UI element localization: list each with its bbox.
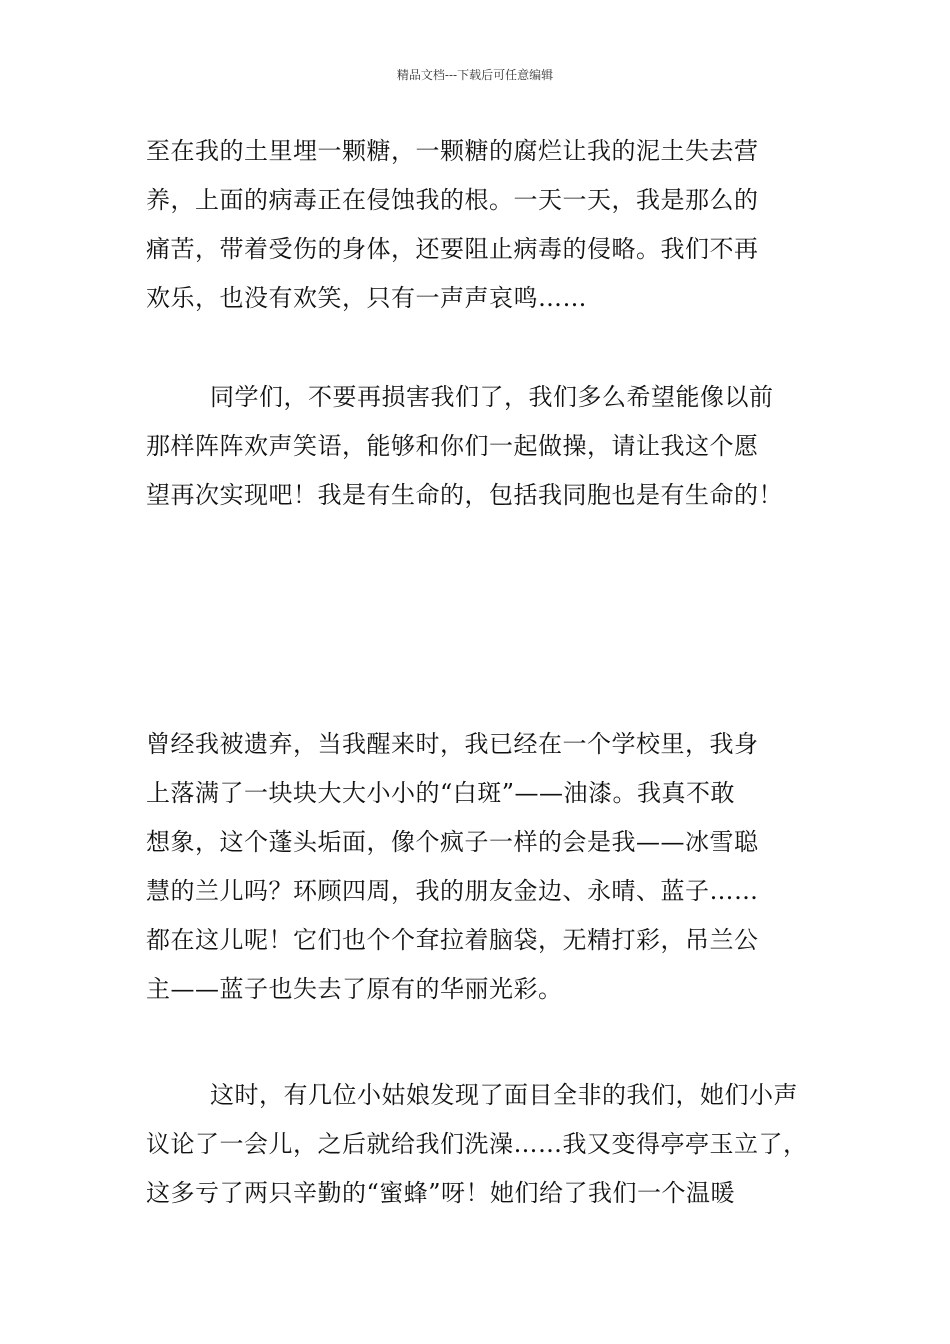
paragraph-line: 慧的兰儿吗？环顾四周，我的朋友金边、永晴、蓝子…… — [146, 877, 759, 905]
paragraph-3 — [146, 720, 806, 1014]
paragraph-line: 想象，这个蓬头垢面，像个疯子一样的会是我——冰雪聪 — [146, 828, 759, 856]
paragraph-1 — [146, 127, 806, 323]
paragraph-line: 议论了一会儿，之后就给我们洗澡……我又变得亭亭玉立了， — [146, 1130, 808, 1158]
paragraph-line: 至在我的土里埋一颗糖，一颗糖的腐烂让我的泥土失去营 — [146, 137, 759, 165]
page-header: 精品文档---下载后可任意编辑 — [396, 68, 554, 82]
paragraph-line: 同学们，不要再损害我们了，我们多么希望能像以前 — [210, 383, 774, 411]
paragraph-line: 那样阵阵欢声笑语，能够和你们一起做操，请让我这个愿 — [146, 432, 759, 460]
paragraph-line: 欢乐，也没有欢笑，只有一声声哀鸣…… — [146, 284, 587, 312]
paragraph-4 — [146, 1071, 806, 1218]
paragraph-line: 这时，有几位小姑娘发现了面目全非的我们，她们小声 — [210, 1081, 798, 1109]
paragraph-line: 这多亏了两只辛勤的“蜜蜂”呀！她们给了我们一个温暖 — [146, 1179, 736, 1207]
paragraph-line: 曾经我被遗弃，当我醒来时，我已经在一个学校里，我身 — [146, 730, 759, 758]
paragraph-line: 都在这儿呢！它们也个个耷拉着脑袋，无精打彩，吊兰公 — [146, 926, 759, 954]
paragraph-2 — [146, 373, 806, 520]
paragraph-line: 主——蓝子也失去了原有的华丽光彩。 — [146, 975, 563, 1003]
paragraph-line: 望再次实现吧！我是有生命的，包括我同胞也是有生命的！ — [146, 481, 783, 509]
paragraph-line: 养，上面的病毒正在侵蚀我的根。一天一天，我是那么的 — [146, 186, 759, 214]
paragraph-line: 痛苦，带着受伤的身体，还要阻止病毒的侵略。我们不再 — [146, 235, 759, 263]
paragraph-line: 上落满了一块块大大小小的“白斑”——油漆。我真不敢 — [146, 779, 736, 807]
